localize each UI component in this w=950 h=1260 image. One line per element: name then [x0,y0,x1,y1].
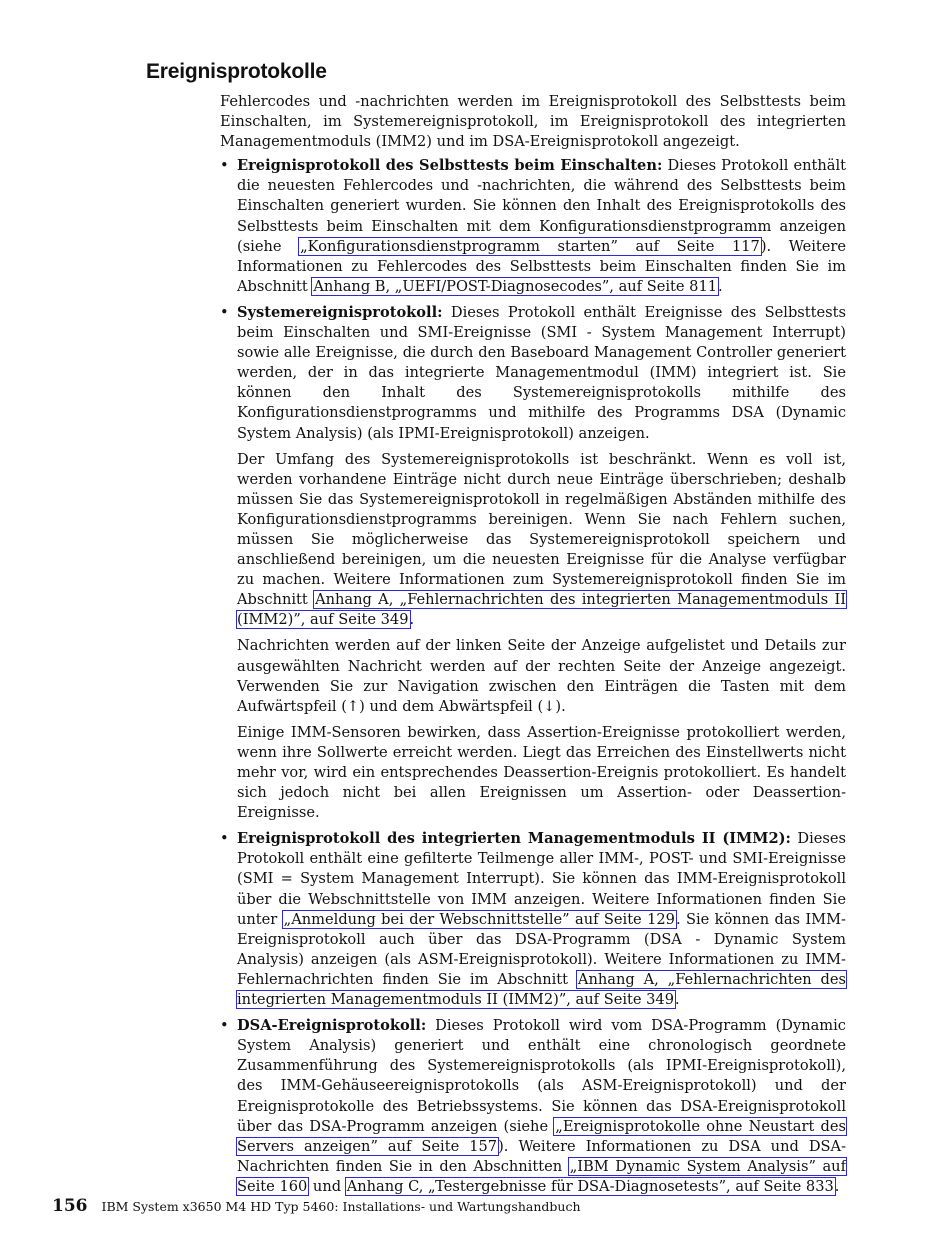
body-text: . [718,277,723,295]
link-config-utility[interactable]: „Konfigurationsdienstprogramm starten” auf Seite 117 [300,237,760,255]
list-item-imm2-log [220,829,846,1010]
intro-paragraph: Fehlercodes und -nachrichten werden im Ereignisprotokoll des Selbsttests beim Einschalten, im Systemereignisprotokoll, im Ereignisprotokoll des integrierten Managementmoduls (IMM2) und im DSA-Ereignisprotokoll angezeigt. [220,93,846,151]
list-item-paragraph [237,1016,846,1197]
body-text: ). Weitere Informationen zu Fehlercodes des Selbsttests beim Einschalten finden Sie im Abschnitt [237,237,847,295]
link-web-interface-login[interactable]: „Anmeldung bei der Webschnittstelle” auf Seite 129 [283,910,675,928]
term-label: Ereignisprotokoll des integrierten Managementmoduls II (IMM2): [237,830,791,848]
term-label: Ereignisprotokoll des Selbsttests beim Einschalten: [237,157,663,175]
list-item-post-log [220,156,846,297]
body-text: und [308,1177,346,1195]
link-appendix-a[interactable]: Anhang A, „Fehlernachrichten des integrierten Managementmoduls II (IMM2)”, auf Seite 349 [237,591,846,629]
body-text: . [409,611,415,629]
list-item-paragraph [237,450,846,631]
section-heading: Ereignisprotokolle [146,60,327,83]
log-type-list [220,156,846,1197]
list-item-paragraph [237,303,846,444]
body-text: Dieses Protokoll enthält eine gefilterte Teilmenge aller IMM-, POST- und SMI-Ereignisse (SMI = System Management Interrupt). Sie können das IMM-Ereignisprotokoll über die Webschnittstelle von IMM anzeigen. Weitere Informationen finden Sie unter [237,830,846,928]
body-text: . Sie können das IMM-Ereignisprotokoll auch über das DSA-Programm (DSA - Dynamic System Analysis) anzeigen (als ASM-Ereignisprotokoll). Weitere Informationen zu IMM-Fehlernachrichten finden Sie im Abschnitt [237,910,846,988]
page-number: 156 [52,1196,88,1216]
body-text: Dieses Protokoll wird vom DSA-Programm (Dynamic System Analysis) generiert und enthält eine chronologisch geordnete Zusammenführung des Systemereignisprotokolls (als IPMI-Ereignisprotokoll), des IMM-Gehäuseereignisprotokolls (als ASM-Ereignisprotokoll) und der Ereignisprotokolle des Betriebssystems. Sie können das DSA-Ereignisprotokoll über das DSA-Programm anzeigen (siehe [237,1017,846,1135]
body-text: Der Umfang des Systemereignisprotokolls ist beschränkt. Wenn es voll ist, werden vorhandene Einträge nicht durch neue Einträge überschrieben; deshalb müssen Sie das Systemereignisprotokoll in regelmäßigen Abständen mithilfe des Konfigurationsdienstprogramms bereinigen. Wenn Sie nach Fehlern suchen, müssen Sie möglicherweise das Systemereignisprotokoll speichern und anschließend bereinigen, um die neuesten Ereignisse für die Analyse verfügbar zu machen. Weitere Informationen zum Systemereignisprotokoll finden Sie im Abschnitt [237,450,846,609]
link-ibm-dsa[interactable]: „IBM Dynamic System Analysis” auf Seite 160 [237,1157,846,1195]
footer-title: IBM System x3650 M4 HD Typ 5460: Installations- und Wartungshandbuch [101,1199,581,1214]
link-view-logs-without-restart[interactable]: „Ereignisprotokolle ohne Neustart des Servers anzeigen” auf Seite 157 [237,1117,846,1155]
body-text: ). Weitere Informationen zu DSA und DSA-Nachrichten finden Sie in den Abschnitten [237,1137,846,1175]
term-label: Systemereignisprotokoll: [237,303,443,321]
link-appendix-a[interactable]: Anhang A, „Fehlernachrichten des integrierten Managementmoduls II (IMM2)”, auf Seite 349 [237,970,846,1009]
section-body [220,92,846,1203]
body-text: . [675,991,680,1009]
link-appendix-c[interactable]: Anhang C, „Testergebnisse für DSA-Diagnosetests”, auf Seite 833 [346,1177,834,1195]
link-appendix-b[interactable]: Anhang B, „UEFI/POST-Diagnosecodes”, auf Seite 811 [313,277,718,295]
page-footer [52,1196,581,1216]
body-text: Dieses Protokoll enthält die neuesten Fehlercodes und -nachrichten, die während des Selbsttests beim Einschalten generiert wurden. Sie können den Inhalt des Ereignisprotokolls des Selbsttests beim Einschalten mit dem Konfigurationsdienstprogramm anzeigen (siehe [237,157,847,255]
list-item-dsa-log [220,1016,846,1197]
list-item-paragraph: Einige IMM-Sensoren bewirken, dass Assertion-Ereignisse protokolliert werden, wenn ihre Sollwerte erreicht werden. Liegt das Erreichen des Einstellwerts nicht mehr vor, wird ein entsprechendes Deassertion-Ereignis protokolliert. Es handelt sich jedoch nicht bei allen Ereignissen um Assertion- oder Deassertion-Ereignisse. [237,723,846,822]
list-item-system-event-log [220,303,846,823]
body-text: Dieses Protokoll enthält Ereignisse des Selbsttests beim Einschalten und SMI-Ereignisse (SMI - System Management Interrupt) sowie alle Ereignisse, die durch den Baseboard Management Controller generiert werden, der in das integrierte Managementmodul (IMM) integriert ist. Sie können den Inhalt des Systemereignisprotokolls mithilfe des Konfigurationsdienstprogramms und mithilfe des Programms DSA (Dynamic System Analysis) (als IPMI-Ereignisprotokoll) anzeigen. [237,303,846,442]
term-label: DSA-Ereignisprotokoll: [237,1017,427,1035]
list-item-paragraph [237,829,846,1010]
list-item-paragraph: Nachrichten werden auf der linken Seite der Anzeige aufgelistet und Details zur ausgewählten Nachricht werden auf der rechten Seite der Anzeige angezeigt. Verwenden Sie zur Navigation zwischen den Einträgen die Tasten mit dem Aufwärtspfeil (↑) und dem Abwärtspfeil (↓). [237,637,846,715]
body-text: . [834,1177,840,1195]
list-item-paragraph [237,156,846,297]
